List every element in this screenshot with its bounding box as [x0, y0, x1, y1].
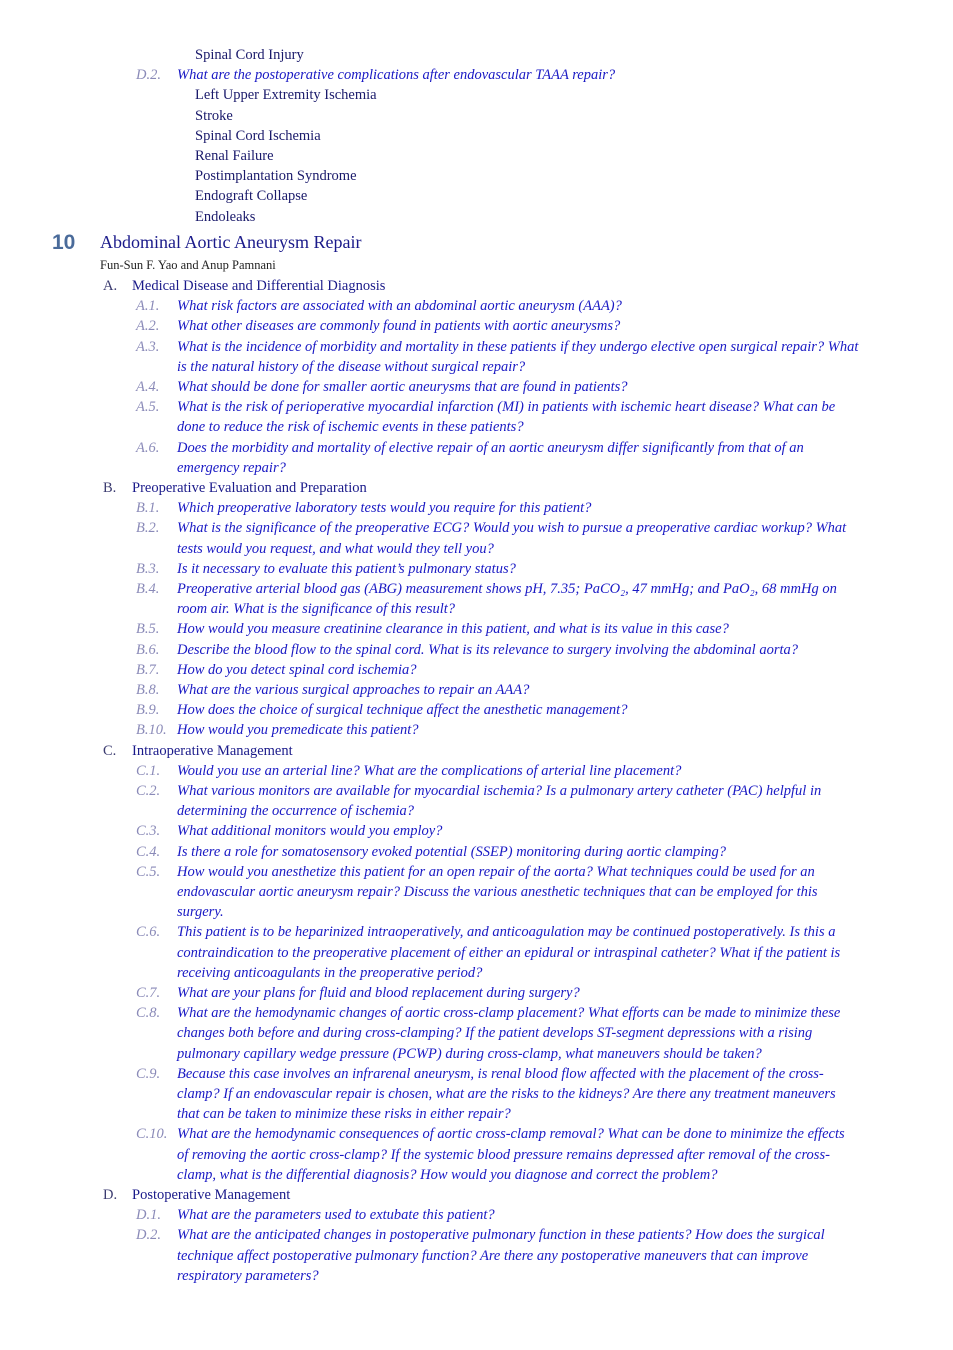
question-number: C.8.: [136, 1005, 161, 1022]
question-text-line: This patient is to be heparinized intraoperatively, and anticoagulation may be continued postoperatively. Is this a: [177, 924, 836, 941]
question-item[interactable]: [136, 498, 916, 518]
list-subitem: Spinal Cord Injury: [195, 47, 304, 63]
question-number: C.4.: [136, 843, 161, 860]
question-number: C.3.: [136, 823, 161, 840]
question-number: C.10.: [136, 1126, 168, 1143]
question-number: A.1.: [136, 298, 160, 315]
question-text-line: How would you measure creatinine clearance in this patient, and what is its value in this case?: [177, 621, 729, 638]
question-item[interactable]: [136, 700, 916, 720]
question-text-line: respiratory parameters?: [177, 1267, 319, 1284]
question-number: A.3.: [136, 338, 160, 355]
question-number: A.5.: [136, 399, 160, 416]
section-heading[interactable]: [103, 1185, 290, 1205]
question-text-line: What various monitors are available for myocardial ischemia? Is a pulmonary artery catheter (PAC) helpful in: [177, 783, 822, 799]
chapter-authors: Fun-Sun F. Yao and Anup Pamnani: [100, 258, 276, 272]
section-heading[interactable]: [103, 276, 385, 296]
list-subitem: Endoleaks: [195, 208, 256, 225]
question-item[interactable]: [136, 1205, 916, 1225]
question-number: B.8.: [136, 682, 160, 698]
question-item[interactable]: [136, 397, 916, 437]
question-item[interactable]: [136, 619, 916, 639]
question-text-line: Would you use an arterial line? What are the complications of arterial line placement?: [177, 762, 682, 779]
question-text-line: technique affect postoperative pulmonary function? Are there any postoperative maneuvers that can improve: [177, 1247, 809, 1264]
list-subitem: Endograft Collapse: [195, 188, 308, 205]
section-letter: B.: [103, 480, 117, 496]
question-text-line: Is it necessary to evaluate this patient’s pulmonary status?: [177, 560, 516, 577]
question-text-line: changes both before and during cross-clamping? If the patient develops ST-segment depressions with a rising: [177, 1025, 813, 1042]
question-text-line: endovascular aortic aneurysm repair? Discuss the various anesthetic techniques that can be employed for this: [177, 883, 818, 900]
section-heading[interactable]: [103, 478, 367, 498]
question-number: B.2.: [136, 520, 160, 537]
question-text-line: Does the morbidity and mortality of elective repair of an aortic aneurysm differ significantly from that of an: [177, 439, 804, 456]
question-item[interactable]: [136, 579, 916, 619]
question-item[interactable]: [136, 559, 916, 579]
chapter-number: 10: [52, 231, 76, 254]
list-subitem: Stroke: [195, 107, 233, 124]
question-text-line: What other diseases are commonly found in patients with aortic aneurysms?: [177, 318, 621, 335]
question-text-line: How would you anesthetize this patient for an open repair of the aorta? What techniques could be used for an: [177, 863, 815, 880]
question-text-line: surgery.: [177, 904, 224, 921]
list-subitem: Left Upper Extremity Ischemia: [195, 87, 377, 104]
section-title: Intraoperative Management: [132, 742, 293, 759]
question-text-line: Preoperative arterial blood gas (ABG) measurement shows pH, 7.35; PaCO₂, 47 mmHg; and PaO₂, 68 mmHg on: [177, 581, 837, 597]
question-number: C.1.: [136, 762, 161, 779]
question-number: B.4.: [136, 581, 160, 597]
list-subitem: Postimplantation Syndrome: [195, 168, 357, 185]
question-number: C.6.: [136, 924, 161, 941]
question-item[interactable]: [136, 781, 916, 821]
chapter-title[interactable]: Abdominal Aortic Aneurysm Repair: [100, 232, 362, 252]
section-letter: A.: [103, 278, 118, 294]
question-text-line: What is the significance of the preoperative ECG? Would you wish to pursue a preoperative cardiac workup? What: [177, 520, 847, 537]
question-item[interactable]: [136, 296, 916, 316]
question-number: D.2.: [136, 67, 161, 84]
question-text: What are the postoperative complications after endovascular TAAA repair?: [177, 67, 616, 84]
question-number: C.2.: [136, 783, 161, 799]
section-title: Medical Disease and Differential Diagnosis: [132, 278, 386, 294]
section-letter: D.: [103, 1187, 118, 1203]
question-number: B.5.: [136, 621, 160, 638]
question-item[interactable]: [136, 922, 916, 983]
question-text-line: What risk factors are associated with an abdominal aortic aneurysm (AAA)?: [177, 298, 622, 315]
question-number: C.9.: [136, 1065, 161, 1082]
question-text-line: tests would you request, and what would they tell you?: [177, 540, 494, 557]
question-item[interactable]: [136, 1124, 916, 1185]
question-text-line: Because this case involves an infrarenal aneurysm, is renal blood flow affected with the placement of the cross-: [177, 1065, 824, 1082]
question-text-line: clamp? If an endovascular repair is chosen, what are the risks to the kidneys? Are there any treatment maneuvers: [177, 1085, 836, 1102]
question-number: A.6.: [136, 439, 160, 456]
question-number: A.4.: [136, 379, 160, 395]
question-text-line: receiving anticoagulants in the preoperative period?: [177, 964, 483, 981]
question-item[interactable]: [136, 1225, 916, 1286]
question-item[interactable]: [136, 316, 916, 336]
section-heading[interactable]: [103, 741, 293, 761]
question-text-line: contraindication to the preoperative placement of either an epidural or intraspinal catheter? What if the patient is: [177, 944, 841, 961]
question-item[interactable]: [136, 862, 916, 923]
question-item[interactable]: [136, 720, 916, 740]
section-title: Postoperative Management: [132, 1187, 291, 1203]
question-item[interactable]: [136, 518, 916, 558]
question-number: B.7.: [136, 661, 160, 678]
question-item[interactable]: [136, 842, 916, 862]
question-item[interactable]: [136, 680, 916, 700]
question-item[interactable]: [136, 337, 916, 377]
question-text-line: What are the anticipated changes in postoperative pulmonary function in these patients? How does the surgical: [177, 1227, 825, 1244]
question-item[interactable]: [136, 438, 916, 478]
question-text-line: How would you premedicate this patient?: [177, 722, 419, 739]
question-text-line: How do you detect spinal cord ischemia?: [177, 661, 417, 678]
question-text-line: What are the parameters used to extubate this patient?: [177, 1207, 495, 1224]
question-text-line: What is the risk of perioperative myocardial infarction (MI) in patients with ischemic heart disease? What can be: [177, 399, 836, 416]
question-item[interactable]: [136, 660, 916, 680]
question-number: B.3.: [136, 560, 160, 577]
question-text-line: pulmonary capillary wedge pressure (PCWP) during cross-clamp, what maneuvers should be taken?: [177, 1045, 762, 1062]
question-item[interactable]: [136, 1064, 916, 1125]
question-number: B.1.: [136, 500, 160, 517]
question-number: D.1.: [136, 1207, 161, 1224]
question-item[interactable]: [136, 761, 916, 781]
question-text-line: What additional monitors would you employ?: [177, 823, 443, 840]
question-text-line: that can be taken to minimize these risks in either repair?: [177, 1106, 511, 1123]
question-text-line: What are your plans for fluid and blood replacement during surgery?: [177, 985, 580, 1001]
list-subitem: Spinal Cord Ischemia: [195, 127, 321, 144]
question-text-line: is the natural history of the disease without surgical repair?: [177, 358, 526, 375]
question-text-line: What should be done for smaller aortic aneurysms that are found in patients?: [177, 379, 628, 395]
question-text-line: determining the occurrence of ischemia?: [177, 803, 415, 820]
question-number: C.5.: [136, 863, 161, 880]
question-text-line: Is there a role for somatosensory evoked potential (SSEP) monitoring during aortic clamping?: [177, 843, 727, 860]
section-letter: C.: [103, 742, 117, 759]
question-item[interactable]: [136, 983, 916, 1003]
question-text-line: What are the hemodynamic consequences of aortic cross-clamp removal? What can be done to minimize the effects: [177, 1126, 845, 1143]
question-text-line: Describe the blood flow to the spinal cord. What is its relevance to surgery involving the abdominal aorta?: [177, 641, 799, 658]
question-text-line: of removing the aortic cross-clamp? If the systemic blood pressure remains depressed after removal of the cross-: [177, 1146, 830, 1163]
question-number: B.6.: [136, 641, 160, 658]
question-item: [136, 65, 916, 85]
question-text-line: What are the hemodynamic changes of aortic cross-clamp placement? What efforts can be made to minimize these: [177, 1005, 841, 1022]
question-item[interactable]: [136, 377, 916, 397]
question-number: A.2.: [136, 318, 160, 335]
question-item[interactable]: [136, 640, 916, 660]
question-number: B.9.: [136, 702, 160, 719]
question-item[interactable]: [136, 1003, 916, 1064]
section-title: Preoperative Evaluation and Preparation: [132, 480, 367, 496]
question-number: C.7.: [136, 985, 161, 1001]
question-text-line: emergency repair?: [177, 459, 286, 476]
question-text-line: done to reduce the risk of ischemic events in these patients?: [177, 419, 524, 436]
question-text-line: room air. What is the significance of this result?: [177, 601, 456, 618]
question-text-line: Which preoperative laboratory tests would you require for this patient?: [177, 500, 592, 517]
list-subitem: Renal Failure: [195, 148, 274, 164]
question-text-line: What are the various surgical approaches to repair an AAA?: [177, 682, 530, 698]
question-number: B.10.: [136, 722, 167, 739]
question-text-line: How does the choice of surgical technique affect the anesthetic management?: [177, 702, 628, 719]
question-text-line: clamp, what is the differential diagnosis? How would you diagnose and correct the problem?: [177, 1166, 718, 1183]
question-number: D.2.: [136, 1227, 161, 1244]
question-item[interactable]: [136, 821, 916, 841]
question-text-line: What is the incidence of morbidity and mortality in these patients if they undergo elective open surgical repair? What: [177, 338, 859, 355]
